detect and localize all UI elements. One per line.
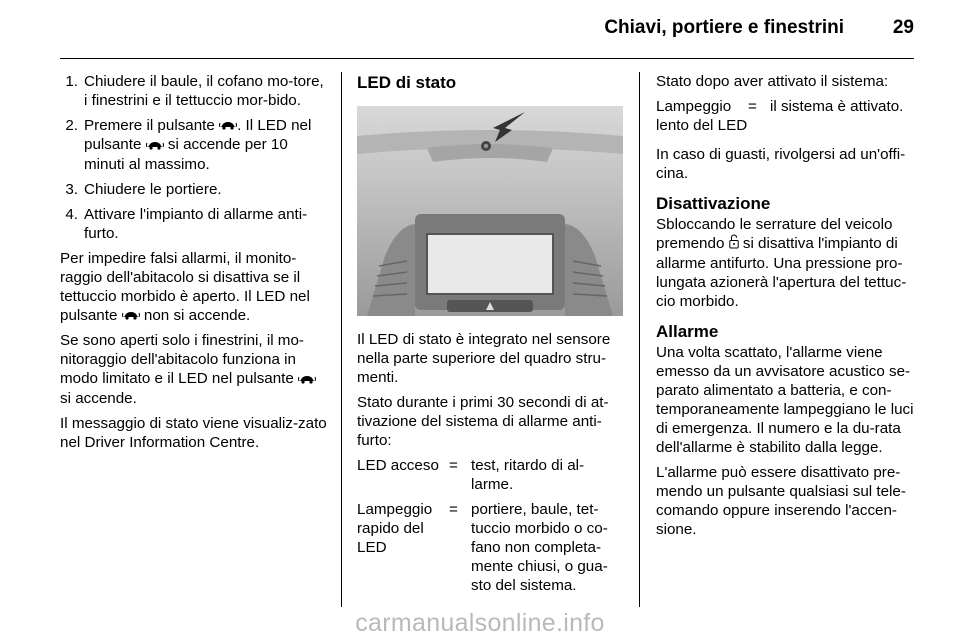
step-list xyxy=(60,72,328,243)
paragraph: Se sono aperti solo i finestrini, il mo-nitoraggio dell'abitacolo funziona in modo limitato e il LED nel pulsante si accende. xyxy=(60,331,328,407)
page-header xyxy=(60,0,914,59)
paragraph: In caso di guasti, rivolgersi ad un'offi-cina. xyxy=(656,146,906,182)
padlock-open-icon xyxy=(729,234,739,254)
paragraph: Il messaggio di stato viene visualiz-zato nel Driver Information Centre. xyxy=(60,414,327,451)
paragraph: Stato durante i primi 30 secondi di at-tivazione del sistema di allarme anti-furto: xyxy=(357,394,609,449)
led-status-table-active xyxy=(656,97,924,135)
car-alarm-icon xyxy=(122,306,140,325)
section-heading: Disattivazione xyxy=(656,194,771,213)
dashboard-led-illustration xyxy=(357,106,623,316)
paragraph: Stato dopo aver attivato il sistema: xyxy=(656,73,889,90)
section-heading: LED di stato xyxy=(357,73,457,92)
table-row: LED acceso = test, ritardo di al-larme. xyxy=(357,457,585,493)
list-item: 3. Chiudere le portiere. xyxy=(65,180,222,198)
paragraph: Per impedire falsi allarmi, il monito-raggio dell'abitacolo si disattiva se il tettuccio morbido è aperto. Il LED nel pulsante non si accende. xyxy=(60,249,310,324)
paragraph: L'allarme può essere disattivato pre-mendo un pulsante qualsiasi sul tele-comando oppure inserendo l'accen-sione. xyxy=(656,464,906,538)
section-heading: Allarme xyxy=(656,322,719,341)
middle-column xyxy=(357,72,623,605)
table-row: Lampeggio rapido del LED = portiere, baule, tet-tuccio morbido o co-fano non completa-mente chiusi, o gua-sto del sistema. xyxy=(357,501,608,594)
column-divider-left xyxy=(341,72,342,607)
list-item: 4. Attivare l'impianto di allarme anti-furto. xyxy=(65,205,308,242)
led-status-table xyxy=(357,456,623,595)
right-column xyxy=(656,72,924,545)
car-alarm-icon xyxy=(146,136,164,155)
paragraph: Una volta scattato, l'allarme viene emesso da un avvisatore acustico se-parato alimentato a batteria, e con-temporaneamente lampeggiano le luci di emergenza. Il numero e la du-rata dell'allarme è stabilito dalla legge. xyxy=(656,344,914,456)
paragraph: Il LED di stato è integrato nel sensore nella parte superiore del quadro stru-menti. xyxy=(357,331,611,386)
car-alarm-icon xyxy=(219,116,237,135)
list-item: 2. Premere il pulsante . Il LED nel pulsante si accende per 10 minuti al massimo. xyxy=(65,117,312,173)
watermark: carmanualsonline.info xyxy=(355,609,605,637)
section-title: Chiavi, portiere e finestrini xyxy=(604,17,844,38)
paragraph: Sbloccando le serrature del veicolo premendo si disattiva l'impianto di allarme antifurto. Una pressione pro-lungata azionerà l'apertura del tettuc-cio morbido. xyxy=(656,216,907,310)
left-column xyxy=(60,72,328,458)
list-item: 1. Chiudere il baule, il cofano mo-tore, i finestrini e il tettuccio mor-bido. xyxy=(65,73,324,109)
page-number: 29 xyxy=(892,17,914,38)
column-divider-right xyxy=(639,72,640,607)
car-alarm-icon xyxy=(298,370,316,389)
table-row: Lampeggio lento del LED = il sistema è attivato. xyxy=(656,98,904,134)
